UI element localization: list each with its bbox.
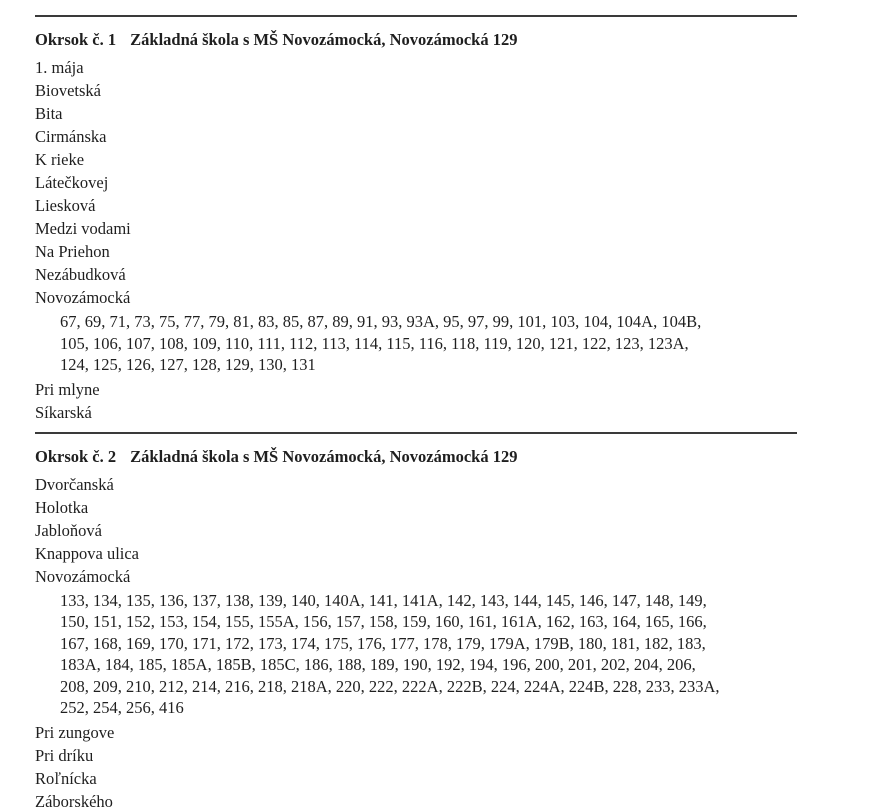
district-number-label: Okrsok č. 2 [35,446,117,466]
section-divider [35,432,797,434]
polling-place-label: Základná škola s MŠ Novozámocká, Novozámocká 129 [130,446,518,466]
district-number-label: Okrsok č. 1 [35,30,117,49]
street-name: 1. mája [35,58,84,77]
street-name: Novozámocká [35,566,131,586]
house-numbers-line: 150, 151, 152, 153, 154, 155, 155A, 156, 157, 158, 159, 160, 161, 161A, 162, 163, 164, 165, 166, [60,612,707,631]
street-name: Na Priehon [35,242,110,261]
street-name: Biovetská [35,81,101,100]
street-list [35,56,797,424]
street-name: Liesková [35,196,96,215]
house-numbers-block [60,311,797,376]
street-name: Nezábudková [35,265,126,284]
top-rule [35,15,797,17]
street-name: Novozámocká [35,288,131,307]
house-numbers-line: 67, 69, 71, 73, 75, 77, 79, 81, 83, 85, 87, 89, 91, 93, 93A, 95, 97, 99, 101, 103, 104, 104A, 104B, [60,312,702,331]
street-name: Cirmánska [35,127,107,146]
polling-place-label: Základná škola s MŠ Novozámocká, Novozámocká 129 [130,30,518,49]
section-heading [35,28,797,52]
street-name: Medzi vodami [35,219,131,238]
house-numbers-block [60,590,797,719]
house-numbers-line: 183A, 184, 185, 185A, 185B, 185C, 186, 188, 189, 190, 192, 194, 196, 200, 201, 202, 204, 206, [60,655,696,674]
street-name: Jabloňová [35,520,102,540]
house-numbers-line: 167, 168, 169, 170, 171, 172, 173, 174, 175, 176, 177, 178, 179, 179A, 179B, 180, 181, 182, 183, [60,633,706,653]
house-numbers-line: 252, 254, 256, 416 [60,698,184,717]
street-list [35,473,797,812]
street-name: Roľnícka [35,768,97,788]
street-name: K rieke [35,150,85,169]
street-name: Záborského [35,791,113,811]
district-sections [35,28,797,812]
street-name: Holotka [35,497,89,517]
house-numbers-line: 133, 134, 135, 136, 137, 138, 139, 140, 140A, 141, 141A, 142, 143, 144, 145, 146, 147, 148, 149, [60,590,707,610]
street-name: Bita [35,104,63,123]
street-name: Pri zungove [35,722,115,742]
section-heading [35,445,797,469]
house-numbers-line: 124, 125, 126, 127, 128, 129, 130, 131 [60,355,316,374]
house-numbers-line: 105, 106, 107, 108, 109, 110, 111, 112, 113, 114, 115, 116, 118, 119, 120, 121, 122, 123, 123A, [60,333,689,353]
street-name: Síkarská [35,402,92,422]
house-numbers-line: 208, 209, 210, 212, 214, 216, 218, 218A, 220, 222, 222A, 222B, 224, 224A, 224B, 228, 233, 233A, [60,676,720,696]
street-name: Pri dríku [35,745,94,765]
street-name: Pri mlyne [35,379,100,399]
street-name: Knappova ulica [35,543,140,563]
district-section [35,445,797,812]
street-name: Látečkovej [35,173,109,192]
street-name: Dvorčanská [35,474,114,494]
district-section [35,28,797,424]
